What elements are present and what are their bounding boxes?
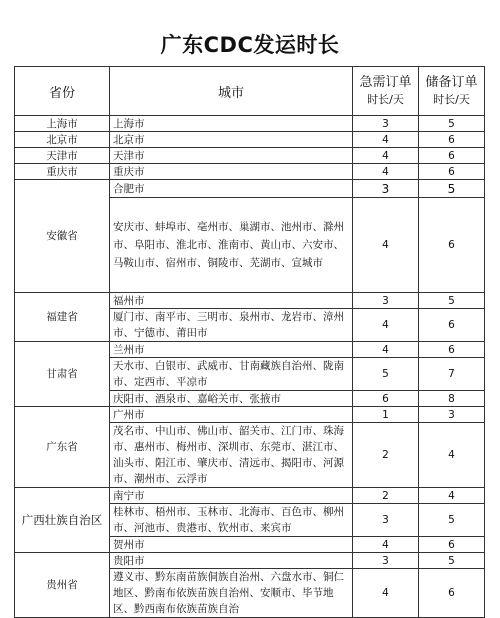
city-cell: 贵阳市 xyxy=(110,553,353,569)
header-row xyxy=(15,67,485,116)
province-cell: 甘肃省 xyxy=(15,342,110,407)
reserve-days-cell: 3 xyxy=(419,407,485,423)
urgent-days-cell: 3 xyxy=(353,180,419,198)
urgent-header-line2: 时长/天 xyxy=(367,93,404,106)
table-row xyxy=(15,180,485,198)
reserve-days-cell: 4 xyxy=(419,488,485,504)
reserve-days-cell: 6 xyxy=(419,569,485,618)
city-cell: 合肥市 xyxy=(110,180,353,198)
reserve-days-cell: 6 xyxy=(419,148,485,164)
city-cell: 贺州市 xyxy=(110,537,353,553)
city-cell: 福州市 xyxy=(110,293,353,309)
province-cell: 福建省 xyxy=(15,293,110,342)
urgent-header-line1: 急需订单 xyxy=(359,75,412,90)
table-row xyxy=(15,342,485,358)
urgent-days-cell: 6 xyxy=(353,391,419,407)
city-cell: 天水市、白银市、武威市、甘南藏族自治州、陇南市、定西市、平凉市 xyxy=(110,358,353,391)
urgent-days-cell: 3 xyxy=(353,553,419,569)
table-row xyxy=(15,407,485,423)
city-cell: 庆阳市、酒泉市、嘉峪关市、张掖市 xyxy=(110,391,353,407)
city-cell: 北京市 xyxy=(110,132,353,148)
reserve-days-cell: 5 xyxy=(419,553,485,569)
reserve-days-cell: 4 xyxy=(419,423,485,488)
city-cell: 厦门市、南平市、三明市、泉州市、龙岩市、漳州市、宁德市、莆田市 xyxy=(110,309,353,342)
reserve-days-cell: 6 xyxy=(419,198,485,293)
city-header: 城市 xyxy=(110,67,353,116)
city-cell: 兰州市 xyxy=(110,342,353,358)
city-cell: 上海市 xyxy=(110,116,353,132)
reserve-days-cell: 6 xyxy=(419,342,485,358)
reserve-header-line2: 时长/天 xyxy=(433,93,470,106)
reserve-days-cell: 5 xyxy=(419,293,485,309)
city-cell: 重庆市 xyxy=(110,164,353,180)
urgent-days-cell: 4 xyxy=(353,148,419,164)
urgent-days-cell: 3 xyxy=(353,293,419,309)
urgent-days-cell: 4 xyxy=(353,569,419,618)
urgent-days-cell: 4 xyxy=(353,132,419,148)
reserve-days-cell: 5 xyxy=(419,504,485,537)
table-row xyxy=(15,293,485,309)
urgent-days-cell: 4 xyxy=(353,342,419,358)
table-row xyxy=(15,488,485,504)
reserve-days-cell: 8 xyxy=(419,391,485,407)
urgent-days-cell: 1 xyxy=(353,407,419,423)
table-row xyxy=(15,116,485,132)
province-cell: 天津市 xyxy=(15,148,110,164)
province-header: 省份 xyxy=(15,67,110,116)
page-title: 广东CDC发运时长 xyxy=(160,33,340,57)
reserve-days-cell: 5 xyxy=(419,116,485,132)
city-cell: 遵义市、黔东南苗族侗族自治州、六盘水市、铜仁地区、黔南布依族苗族自治州、安顺市、毕节地区、黔西南布依族苗族自治 xyxy=(110,569,353,618)
city-cell: 茂名市、中山市、佛山市、韶关市、江门市、珠海市、惠州市、梅州市、深圳市、东莞市、湛江市、汕头市、阳江市、肇庆市、清远市、揭阳市、河源市、潮州市、云浮市 xyxy=(110,423,353,488)
reserve-days-cell: 6 xyxy=(419,309,485,342)
table-row xyxy=(15,132,485,148)
urgent-days-cell: 2 xyxy=(353,423,419,488)
province-cell: 广西壮族自治区 xyxy=(15,488,110,553)
province-cell: 安徽省 xyxy=(15,180,110,293)
urgent-days-cell: 4 xyxy=(353,309,419,342)
city-cell: 南宁市 xyxy=(110,488,353,504)
city-cell: 天津市 xyxy=(110,148,353,164)
table-row xyxy=(15,553,485,569)
urgent-days-cell: 4 xyxy=(353,198,419,293)
urgent-days-cell: 2 xyxy=(353,488,419,504)
province-cell: 广东省 xyxy=(15,407,110,488)
urgent-days-cell: 4 xyxy=(353,164,419,180)
shipping-time-table xyxy=(14,66,485,618)
city-cell: 广州市 xyxy=(110,407,353,423)
reserve-header-line1: 储备订单 xyxy=(425,75,478,90)
reserve-days-cell: 5 xyxy=(419,180,485,198)
province-cell: 重庆市 xyxy=(15,164,110,180)
reserve-header xyxy=(419,67,485,116)
urgent-days-cell: 3 xyxy=(353,504,419,537)
province-cell: 贵州省 xyxy=(15,553,110,618)
city-cell: 安庆市、蚌埠市、亳州市、巢湖市、池州市、滁州市、阜阳市、淮北市、淮南市、黄山市、六安市、马鞍山市、宿州市、铜陵市、芜湖市、宣城市 xyxy=(110,198,353,293)
province-cell: 上海市 xyxy=(15,116,110,132)
city-cell: 桂林市、梧州市、玉林市、北海市、百色市、柳州市、河池市、贵港市、钦州市、来宾市 xyxy=(110,504,353,537)
reserve-days-cell: 6 xyxy=(419,537,485,553)
urgent-days-cell: 4 xyxy=(353,537,419,553)
province-cell: 北京市 xyxy=(15,132,110,148)
urgent-header xyxy=(353,67,419,116)
urgent-days-cell: 5 xyxy=(353,358,419,391)
reserve-days-cell: 6 xyxy=(419,132,485,148)
urgent-days-cell: 3 xyxy=(353,116,419,132)
table-row xyxy=(15,164,485,180)
reserve-days-cell: 7 xyxy=(419,358,485,391)
table-row xyxy=(15,148,485,164)
reserve-days-cell: 6 xyxy=(419,164,485,180)
